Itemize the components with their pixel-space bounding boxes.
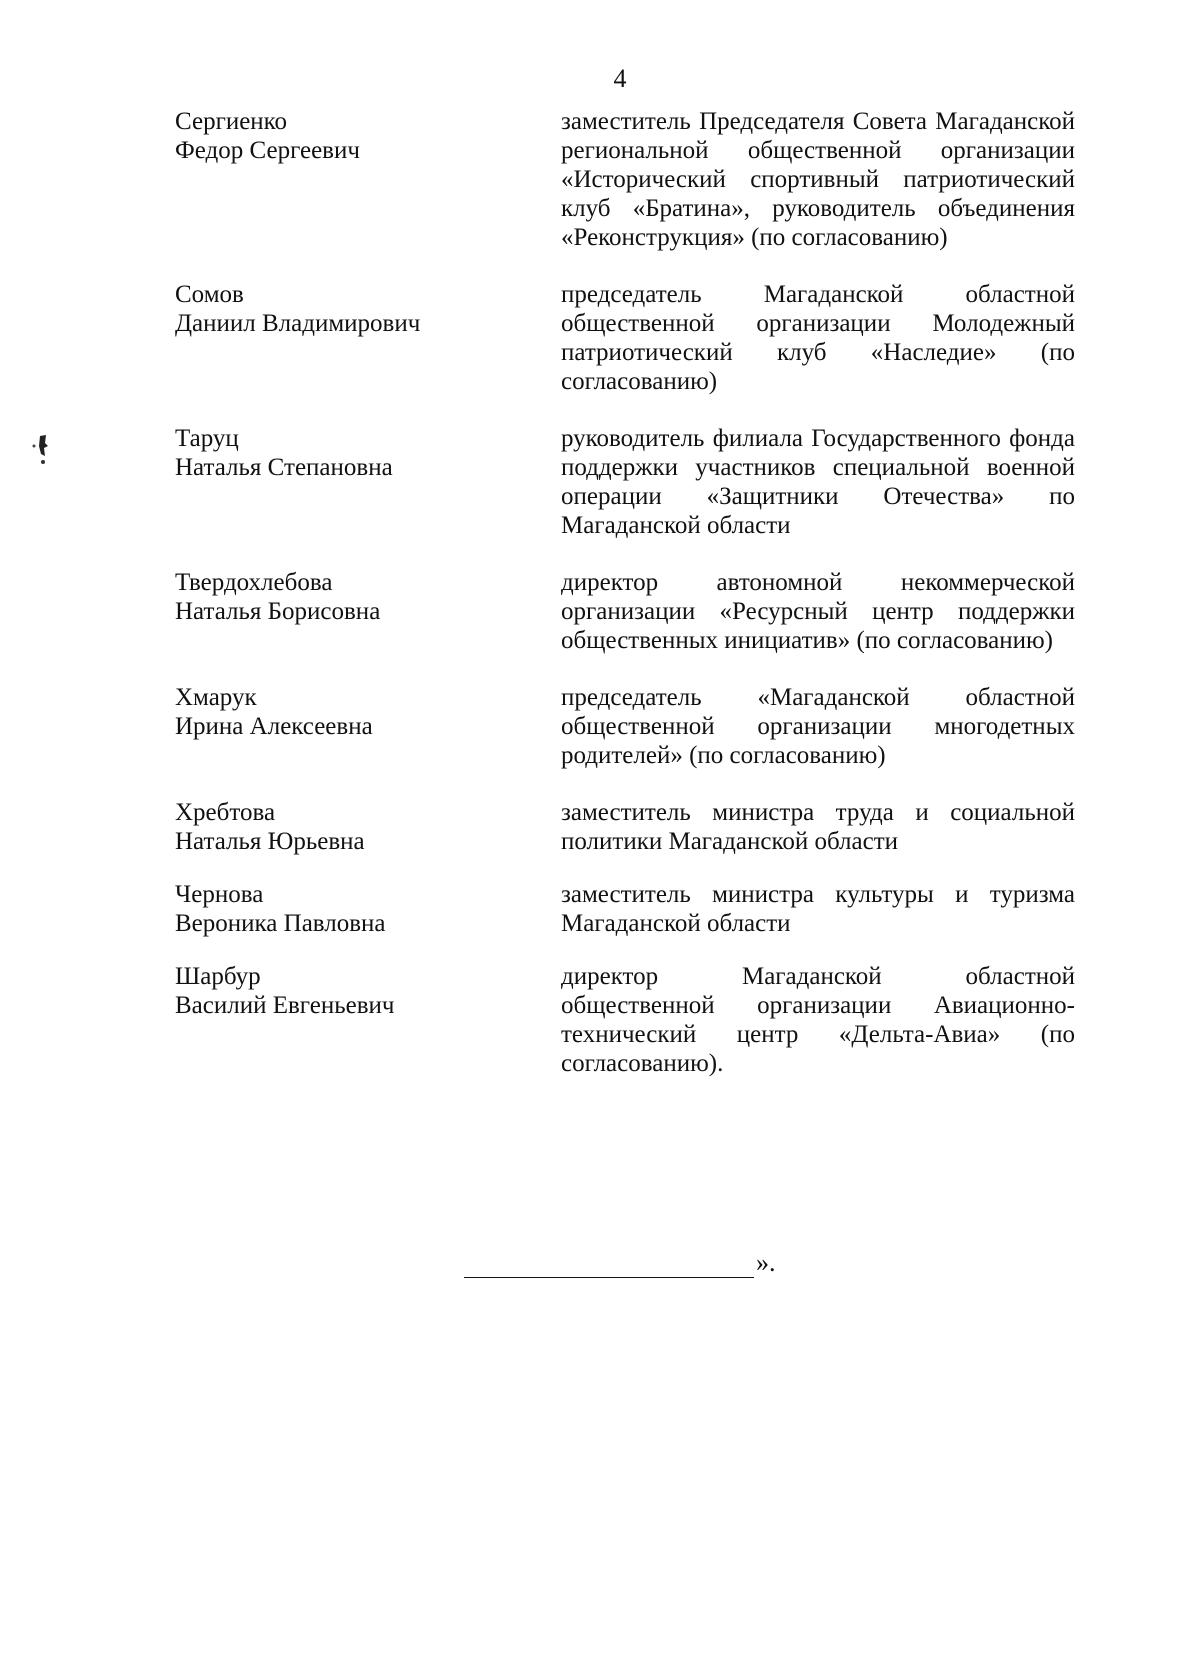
- member-row: [175, 107, 1075, 252]
- member-row: [175, 880, 1075, 938]
- member-role: заместитель министра культуры и туризма Магаданской области: [561, 881, 1075, 937]
- member-role: руководитель филиала Государственного фонда поддержки участников специальной военной операции «Защитники Отечества» по Магаданской области: [561, 425, 1075, 539]
- member-name: [175, 568, 535, 655]
- scan-speck: [30, 434, 54, 470]
- member-role: председатель «Магаданской областной общественной организации многодетных родителей» (по согласованию): [561, 684, 1075, 769]
- member-surname: Сергиенко: [175, 108, 288, 135]
- closing-quote: ».: [756, 1248, 776, 1277]
- member-surname: Чернова: [175, 881, 264, 908]
- member-name: [175, 880, 535, 938]
- closing-rule: [464, 1251, 754, 1278]
- member-row: [175, 424, 1075, 540]
- member-list: [175, 107, 1075, 1078]
- member-surname: Хмарук: [175, 684, 257, 711]
- closing-mark: [464, 1248, 776, 1278]
- member-role: заместитель Председателя Совета Магаданской региональной общественной организации «Исторический спортивный патриотический клуб «Братина», руководитель объединения «Реконструкция» (по согласованию): [561, 108, 1075, 251]
- member-given-names: Наталья Юрьевна: [175, 828, 365, 855]
- member-surname: Твердохлебова: [175, 569, 333, 596]
- member-name: [175, 424, 535, 540]
- member-row: [175, 568, 1075, 655]
- member-given-names: Василий Евгеньевич: [175, 992, 395, 1019]
- member-role: заместитель министра труда и социальной политики Магаданской области: [561, 799, 1075, 855]
- member-surname: Шарбур: [175, 963, 261, 990]
- member-row: [175, 683, 1075, 770]
- member-given-names: Вероника Павловна: [175, 910, 386, 937]
- member-given-names: Даниил Владимирович: [175, 310, 421, 337]
- member-row: [175, 280, 1075, 396]
- member-name: [175, 683, 535, 770]
- member-given-names: Наталья Борисовна: [175, 598, 381, 625]
- member-role: директор автономной некоммерческой организации «Ресурсный центр поддержки общественных инициатив» (по согласованию): [561, 569, 1075, 654]
- member-surname: Таруц: [175, 425, 239, 452]
- member-name: [175, 107, 535, 252]
- member-given-names: Наталья Степановна: [175, 454, 393, 481]
- member-surname: Сомов: [175, 281, 244, 308]
- member-given-names: Ирина Алексеевна: [175, 713, 373, 740]
- member-given-names: Федор Сергеевич: [175, 137, 360, 164]
- member-name: [175, 798, 535, 856]
- page-number: 4: [613, 64, 627, 93]
- member-role: председатель Магаданской областной общественной организации Молодежный патриотический клуб «Наследие» (по согласованию): [561, 281, 1075, 395]
- member-row: [175, 798, 1075, 856]
- member-row: [175, 962, 1075, 1078]
- member-role: директор Магаданской областной общественной организации Авиационно-технический центр «Дельта-Авиа» (по согласованию).: [561, 963, 1075, 1077]
- member-name: [175, 280, 535, 396]
- member-name: [175, 962, 535, 1078]
- member-surname: Хребтова: [175, 799, 276, 826]
